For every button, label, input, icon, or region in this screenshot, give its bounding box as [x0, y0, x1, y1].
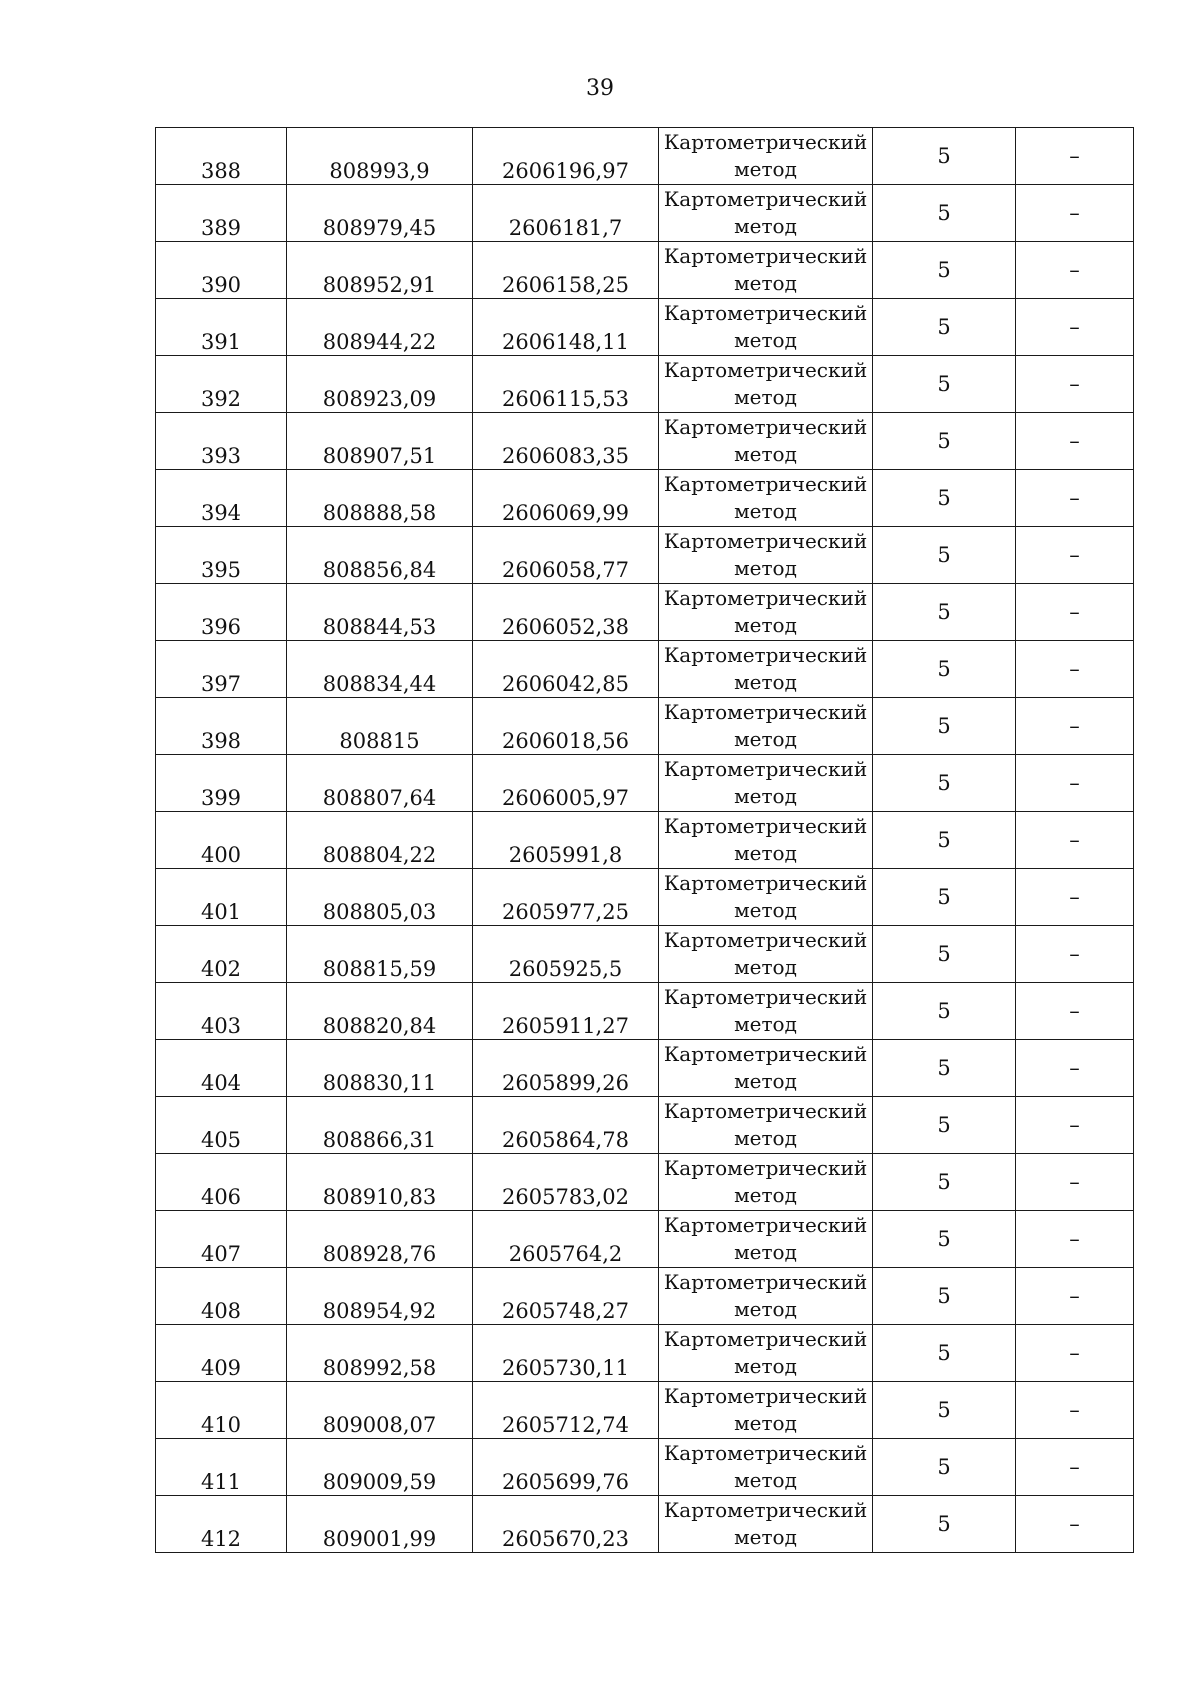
- x-coordinate-cell: 808907,51: [287, 413, 473, 470]
- accuracy-cell: 5: [873, 926, 1016, 983]
- point-number-cell: 392: [156, 356, 287, 413]
- description-cell: –: [1016, 128, 1134, 185]
- table-row: [156, 299, 1134, 356]
- y-coordinate-cell: 2605977,25: [473, 869, 659, 926]
- table-row: [156, 413, 1134, 470]
- method-label-line1: Картометрический: [663, 1327, 868, 1351]
- table-row: [156, 1382, 1134, 1439]
- method-cell: [659, 983, 873, 1040]
- table-row: [156, 242, 1134, 299]
- table-row: [156, 356, 1134, 413]
- description-cell: –: [1016, 1382, 1134, 1439]
- y-coordinate-cell: 2606052,38: [473, 584, 659, 641]
- table-row: [156, 1325, 1134, 1382]
- method-label-line1: Картометрический: [663, 1213, 868, 1237]
- method-label-line1: Картометрический: [663, 529, 868, 553]
- x-coordinate-cell: 808815: [287, 698, 473, 755]
- accuracy-cell: 5: [873, 1211, 1016, 1268]
- table-row: [156, 1154, 1134, 1211]
- method-cell: [659, 413, 873, 470]
- method-label-line2: метод: [734, 1411, 797, 1435]
- point-number-cell: 401: [156, 869, 287, 926]
- point-number-cell: 395: [156, 527, 287, 584]
- method-label-line1: Картометрический: [663, 1498, 868, 1522]
- description-cell: –: [1016, 1097, 1134, 1154]
- table-row: [156, 527, 1134, 584]
- method-label-line2: метод: [734, 1297, 797, 1321]
- x-coordinate-cell: 808805,03: [287, 869, 473, 926]
- point-number-cell: 396: [156, 584, 287, 641]
- y-coordinate-cell: 2605911,27: [473, 983, 659, 1040]
- x-coordinate-cell: 808856,84: [287, 527, 473, 584]
- method-label-line2: метод: [734, 1183, 797, 1207]
- x-coordinate-cell: 808952,91: [287, 242, 473, 299]
- y-coordinate-cell: 2605864,78: [473, 1097, 659, 1154]
- x-coordinate-cell: 808944,22: [287, 299, 473, 356]
- method-label-line2: метод: [734, 613, 797, 637]
- accuracy-cell: 5: [873, 1439, 1016, 1496]
- point-number-cell: 412: [156, 1496, 287, 1553]
- accuracy-cell: 5: [873, 242, 1016, 299]
- accuracy-cell: 5: [873, 1382, 1016, 1439]
- coordinates-table: [155, 127, 1134, 1553]
- y-coordinate-cell: 2606083,35: [473, 413, 659, 470]
- page-number: 39: [586, 76, 614, 101]
- point-number-cell: 409: [156, 1325, 287, 1382]
- x-coordinate-cell: 808928,76: [287, 1211, 473, 1268]
- accuracy-cell: 5: [873, 698, 1016, 755]
- description-cell: –: [1016, 698, 1134, 755]
- table-row: [156, 584, 1134, 641]
- description-cell: –: [1016, 1154, 1134, 1211]
- point-number-cell: 405: [156, 1097, 287, 1154]
- method-cell: [659, 1325, 873, 1382]
- accuracy-cell: 5: [873, 812, 1016, 869]
- method-cell: [659, 1154, 873, 1211]
- point-number-cell: 400: [156, 812, 287, 869]
- x-coordinate-cell: 808979,45: [287, 185, 473, 242]
- method-label-line1: Картометрический: [663, 643, 868, 667]
- method-label-line2: метод: [734, 1012, 797, 1036]
- method-label-line1: Картометрический: [663, 1384, 868, 1408]
- method-cell: [659, 698, 873, 755]
- point-number-cell: 398: [156, 698, 287, 755]
- method-label-line1: Картометрический: [663, 1042, 868, 1066]
- accuracy-cell: 5: [873, 869, 1016, 926]
- point-number-cell: 406: [156, 1154, 287, 1211]
- y-coordinate-cell: 2606058,77: [473, 527, 659, 584]
- y-coordinate-cell: 2606158,25: [473, 242, 659, 299]
- point-number-cell: 391: [156, 299, 287, 356]
- method-label-line2: метод: [734, 1468, 797, 1492]
- accuracy-cell: 5: [873, 1268, 1016, 1325]
- table-row: [156, 1268, 1134, 1325]
- table-row: [156, 1040, 1134, 1097]
- point-number-cell: 404: [156, 1040, 287, 1097]
- point-number-cell: 402: [156, 926, 287, 983]
- description-cell: –: [1016, 584, 1134, 641]
- point-number-cell: 390: [156, 242, 287, 299]
- description-cell: –: [1016, 413, 1134, 470]
- y-coordinate-cell: 2606005,97: [473, 755, 659, 812]
- y-coordinate-cell: 2606181,7: [473, 185, 659, 242]
- method-label-line2: метод: [734, 499, 797, 523]
- accuracy-cell: 5: [873, 983, 1016, 1040]
- method-label-line2: метод: [734, 385, 797, 409]
- x-coordinate-cell: 809009,59: [287, 1439, 473, 1496]
- method-label-line2: метод: [734, 157, 797, 181]
- method-label-line2: метод: [734, 841, 797, 865]
- table-row: [156, 128, 1134, 185]
- description-cell: –: [1016, 812, 1134, 869]
- point-number-cell: 403: [156, 983, 287, 1040]
- y-coordinate-cell: 2606115,53: [473, 356, 659, 413]
- y-coordinate-cell: 2605730,11: [473, 1325, 659, 1382]
- table-row: [156, 926, 1134, 983]
- method-label-line1: Картометрический: [663, 700, 868, 724]
- description-cell: –: [1016, 470, 1134, 527]
- method-label-line1: Картометрический: [663, 1099, 868, 1123]
- point-number-cell: 388: [156, 128, 287, 185]
- method-label-line1: Картометрический: [663, 244, 868, 268]
- method-label-line2: метод: [734, 784, 797, 808]
- accuracy-cell: 5: [873, 1325, 1016, 1382]
- method-label-line2: метод: [734, 670, 797, 694]
- method-label-line2: метод: [734, 1525, 797, 1549]
- x-coordinate-cell: 809001,99: [287, 1496, 473, 1553]
- point-number-cell: 399: [156, 755, 287, 812]
- method-cell: [659, 185, 873, 242]
- description-cell: –: [1016, 1268, 1134, 1325]
- y-coordinate-cell: 2605670,23: [473, 1496, 659, 1553]
- method-label-line1: Картометрический: [663, 187, 868, 211]
- accuracy-cell: 5: [873, 1496, 1016, 1553]
- method-label-line2: метод: [734, 214, 797, 238]
- coordinates-table-body: [156, 128, 1134, 1553]
- x-coordinate-cell: 808888,58: [287, 470, 473, 527]
- point-number-cell: 411: [156, 1439, 287, 1496]
- method-label-line1: Картометрический: [663, 472, 868, 496]
- method-label-line2: метод: [734, 1069, 797, 1093]
- method-label-line1: Картометрический: [663, 928, 868, 952]
- accuracy-cell: 5: [873, 185, 1016, 242]
- method-label-line1: Картометрический: [663, 985, 868, 1009]
- accuracy-cell: 5: [873, 356, 1016, 413]
- point-number-cell: 408: [156, 1268, 287, 1325]
- accuracy-cell: 5: [873, 584, 1016, 641]
- method-label-line1: Картометрический: [663, 757, 868, 781]
- method-cell: [659, 128, 873, 185]
- y-coordinate-cell: 2606069,99: [473, 470, 659, 527]
- method-label-line2: метод: [734, 727, 797, 751]
- x-coordinate-cell: 808807,64: [287, 755, 473, 812]
- method-label-line2: метод: [734, 556, 797, 580]
- point-number-cell: 407: [156, 1211, 287, 1268]
- accuracy-cell: 5: [873, 128, 1016, 185]
- method-cell: [659, 1211, 873, 1268]
- accuracy-cell: 5: [873, 1097, 1016, 1154]
- accuracy-cell: 5: [873, 1154, 1016, 1211]
- method-label-line1: Картометрический: [663, 1270, 868, 1294]
- description-cell: –: [1016, 641, 1134, 698]
- point-number-cell: 393: [156, 413, 287, 470]
- y-coordinate-cell: 2605925,5: [473, 926, 659, 983]
- point-number-cell: 389: [156, 185, 287, 242]
- method-label-line2: метод: [734, 442, 797, 466]
- description-cell: –: [1016, 1496, 1134, 1553]
- x-coordinate-cell: 808830,11: [287, 1040, 473, 1097]
- y-coordinate-cell: 2605699,76: [473, 1439, 659, 1496]
- table-row: [156, 1439, 1134, 1496]
- y-coordinate-cell: 2605764,2: [473, 1211, 659, 1268]
- method-label-line2: метод: [734, 271, 797, 295]
- method-cell: [659, 1439, 873, 1496]
- method-label-line1: Картометрический: [663, 301, 868, 325]
- accuracy-cell: 5: [873, 641, 1016, 698]
- method-cell: [659, 1496, 873, 1553]
- description-cell: –: [1016, 356, 1134, 413]
- accuracy-cell: 5: [873, 527, 1016, 584]
- method-cell: [659, 1040, 873, 1097]
- point-number-cell: 410: [156, 1382, 287, 1439]
- y-coordinate-cell: 2606148,11: [473, 299, 659, 356]
- method-cell: [659, 299, 873, 356]
- x-coordinate-cell: 808992,58: [287, 1325, 473, 1382]
- y-coordinate-cell: 2605712,74: [473, 1382, 659, 1439]
- description-cell: –: [1016, 1325, 1134, 1382]
- accuracy-cell: 5: [873, 1040, 1016, 1097]
- description-cell: –: [1016, 1211, 1134, 1268]
- table-row: [156, 869, 1134, 926]
- method-cell: [659, 869, 873, 926]
- x-coordinate-cell: 808923,09: [287, 356, 473, 413]
- method-label-line2: метод: [734, 1354, 797, 1378]
- x-coordinate-cell: 808844,53: [287, 584, 473, 641]
- description-cell: –: [1016, 1040, 1134, 1097]
- method-label-line1: Картометрический: [663, 1156, 868, 1180]
- method-label-line2: метод: [734, 898, 797, 922]
- method-cell: [659, 641, 873, 698]
- method-cell: [659, 527, 873, 584]
- x-coordinate-cell: 809008,07: [287, 1382, 473, 1439]
- method-label-line1: Картометрический: [663, 415, 868, 439]
- description-cell: –: [1016, 527, 1134, 584]
- y-coordinate-cell: 2606042,85: [473, 641, 659, 698]
- accuracy-cell: 5: [873, 755, 1016, 812]
- description-cell: –: [1016, 983, 1134, 1040]
- x-coordinate-cell: 808910,83: [287, 1154, 473, 1211]
- y-coordinate-cell: 2605783,02: [473, 1154, 659, 1211]
- table-row: [156, 1097, 1134, 1154]
- table-row: [156, 983, 1134, 1040]
- method-cell: [659, 926, 873, 983]
- method-cell: [659, 1382, 873, 1439]
- method-cell: [659, 356, 873, 413]
- point-number-cell: 394: [156, 470, 287, 527]
- method-label-line1: Картометрический: [663, 586, 868, 610]
- method-cell: [659, 1097, 873, 1154]
- description-cell: –: [1016, 869, 1134, 926]
- description-cell: –: [1016, 185, 1134, 242]
- description-cell: –: [1016, 1439, 1134, 1496]
- method-cell: [659, 470, 873, 527]
- y-coordinate-cell: 2606196,97: [473, 128, 659, 185]
- x-coordinate-cell: 808815,59: [287, 926, 473, 983]
- table-row: [156, 641, 1134, 698]
- y-coordinate-cell: 2605991,8: [473, 812, 659, 869]
- method-label-line1: Картометрический: [663, 814, 868, 838]
- method-label-line1: Картометрический: [663, 358, 868, 382]
- accuracy-cell: 5: [873, 299, 1016, 356]
- method-label-line2: метод: [734, 1126, 797, 1150]
- description-cell: –: [1016, 755, 1134, 812]
- y-coordinate-cell: 2606018,56: [473, 698, 659, 755]
- x-coordinate-cell: 808804,22: [287, 812, 473, 869]
- method-label-line1: Картометрический: [663, 1441, 868, 1465]
- method-cell: [659, 755, 873, 812]
- table-row: [156, 698, 1134, 755]
- table-row: [156, 1211, 1134, 1268]
- y-coordinate-cell: 2605748,27: [473, 1268, 659, 1325]
- table-row: [156, 1496, 1134, 1553]
- method-label-line1: Картометрический: [663, 871, 868, 895]
- method-cell: [659, 242, 873, 299]
- x-coordinate-cell: 808954,92: [287, 1268, 473, 1325]
- table-row: [156, 812, 1134, 869]
- method-cell: [659, 812, 873, 869]
- accuracy-cell: 5: [873, 413, 1016, 470]
- description-cell: –: [1016, 242, 1134, 299]
- description-cell: –: [1016, 926, 1134, 983]
- x-coordinate-cell: 808820,84: [287, 983, 473, 1040]
- table-row: [156, 755, 1134, 812]
- method-label-line2: метод: [734, 955, 797, 979]
- y-coordinate-cell: 2605899,26: [473, 1040, 659, 1097]
- method-cell: [659, 584, 873, 641]
- point-number-cell: 397: [156, 641, 287, 698]
- description-cell: –: [1016, 299, 1134, 356]
- method-label-line2: метод: [734, 328, 797, 352]
- accuracy-cell: 5: [873, 470, 1016, 527]
- x-coordinate-cell: 808834,44: [287, 641, 473, 698]
- method-label-line1: Картометрический: [663, 130, 868, 154]
- table-row: [156, 185, 1134, 242]
- table-row: [156, 470, 1134, 527]
- x-coordinate-cell: 808993,9: [287, 128, 473, 185]
- method-label-line2: метод: [734, 1240, 797, 1264]
- method-cell: [659, 1268, 873, 1325]
- x-coordinate-cell: 808866,31: [287, 1097, 473, 1154]
